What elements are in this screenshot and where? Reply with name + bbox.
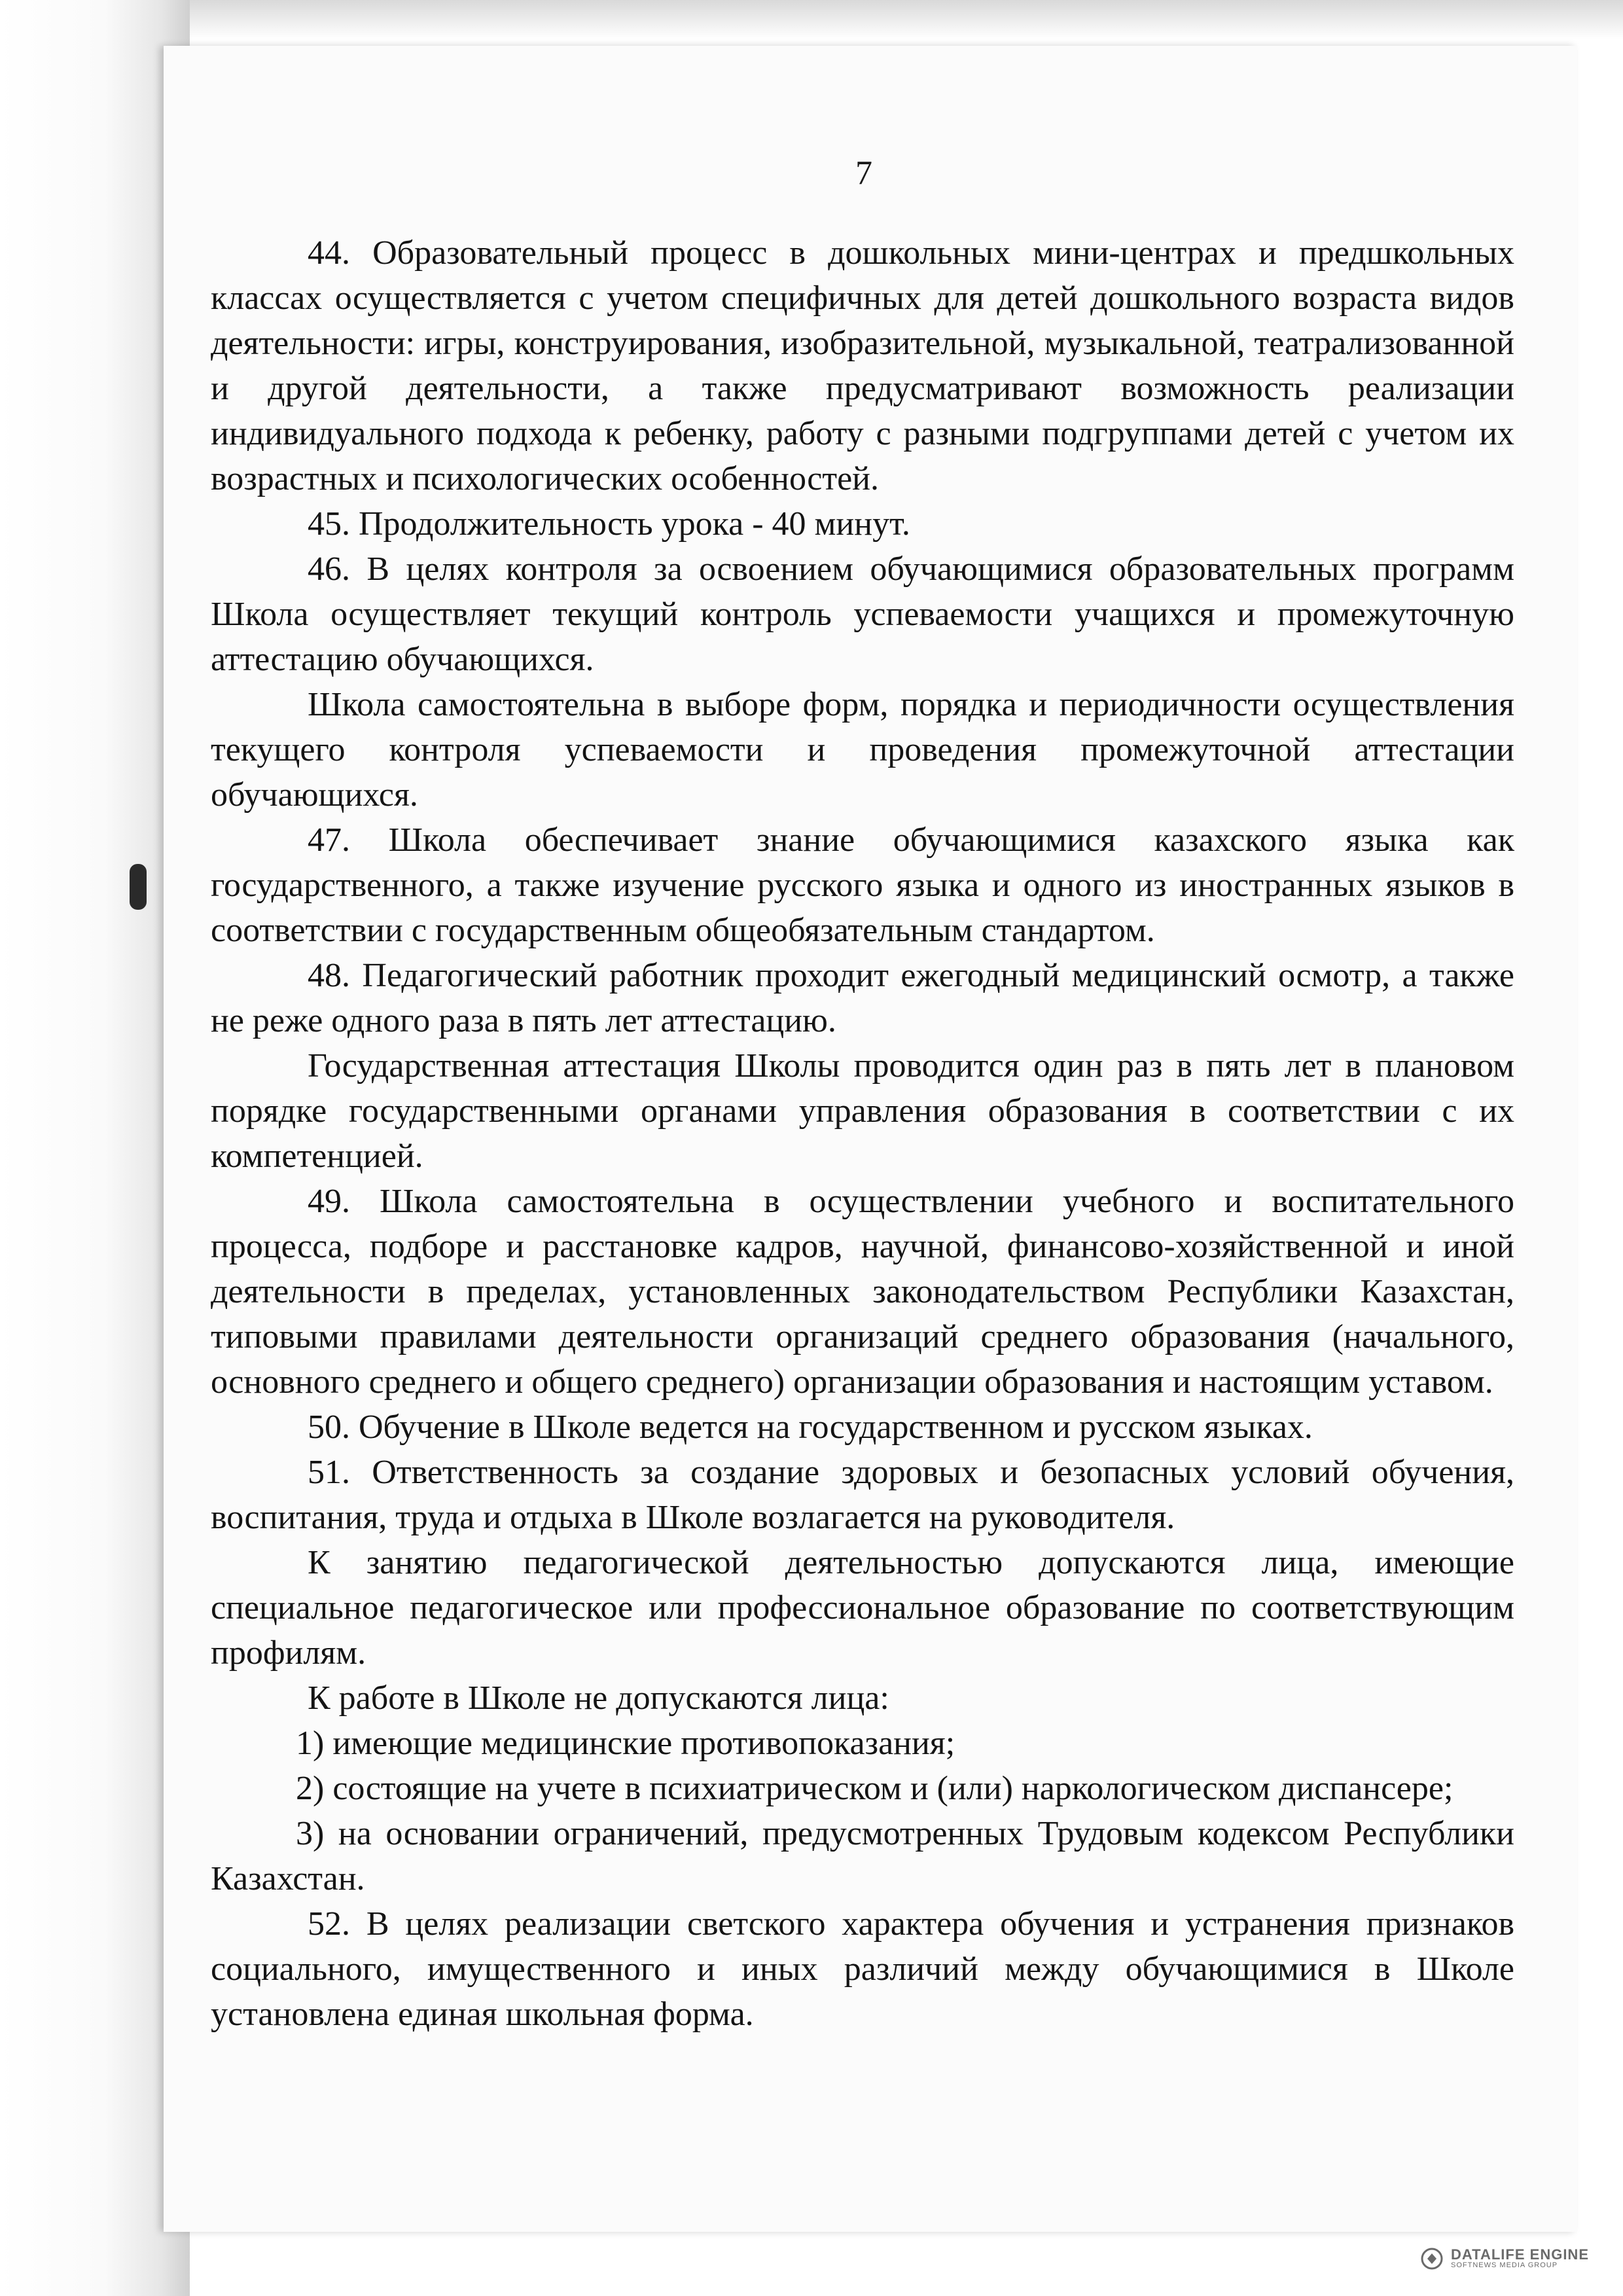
paragraph-45: 45. Продолжительность урока - 40 минут. (308, 505, 910, 543)
paragraph-51-restrictions-intro: К работе в Школе не допускаются лица: (308, 1679, 889, 1717)
watermark-subtitle: SOFTNEWS MEDIA GROUP (1451, 2261, 1558, 2270)
paragraph-46-continued: Школа самостоятельна в выборе форм, порядка и периодичности осуществления текущего контроля успеваемости и проведения промежуточной аттестации обучающихся. (211, 686, 1514, 814)
datalife-logo-icon (1421, 2248, 1443, 2270)
restriction-item-3: 3) на основании ограничений, предусмотренных Трудовым кодексом Республики Казахстан. (211, 1815, 1514, 1897)
scan-shadow-left (0, 0, 190, 2296)
datalife-engine-watermark (1421, 2247, 1589, 2270)
paragraph-46: 46. В целях контроля за освоением обучающимися образовательных программ Школа осуществляет текущий контроль успеваемости учащихся и промежуточную аттестацию обучающихся. (211, 550, 1514, 678)
paragraph-51: 51. Ответственность за создание здоровых и безопасных условий обучения, воспитания, труда и отдыха в Школе возлагается на руководителя. (211, 1454, 1514, 1536)
page-number: 7 (855, 154, 872, 192)
restriction-item-2: 2) состоящие на учете в психиатрическом и (или) наркологическом диспансере; (296, 1770, 1454, 1807)
paragraph-52: 52. В целях реализации светского характера обучения и устранения признаков социального, имущественного и иных различий между обучающимися в Школе установлена единая школьная форма. (211, 1905, 1514, 2033)
scan-shadow-top (0, 0, 1623, 39)
paragraph-44: 44. Образовательный процесс в дошкольных мини-центрах и предшкольных классах осуществляется с учетом специфичных для детей дошкольного возраста видов деятельности: игры, конструирования, изобразительной, музыкальной, театрализованной и другой деятельности, а также предусматривают возможность реализации индивидуального подхода к ребенку, работу с разными подгруппами детей с учетом их возрастных и психологических особенностей. (211, 234, 1514, 497)
paragraph-50: 50. Обучение в Школе ведется на государственном и русском языках. (308, 1408, 1313, 1446)
paragraph-51-staff-admission: К занятию педагогической деятельностью допускаются лица, имеющие специальное педагогическое или профессиональное образование по соответствующим профилям. (211, 1544, 1514, 1672)
paragraph-49: 49. Школа самостоятельна в осуществлении учебного и воспитательного процесса, подборе и расстановке кадров, научной, финансово-хозяйственной и иной деятельности в пределах, установленных законодательством Республики Казахстан, типовыми правилами деятельности организаций среднего образования (начального, основного среднего и общего среднего) организации образования и настоящим уставом. (211, 1183, 1514, 1401)
watermark-title: DATALIFE ENGINE (1451, 2246, 1589, 2263)
paragraph-48-continued: Государственная аттестация Школы проводится один раз в пять лет в плановом порядке государственными органами управления образования в соответствии с их компетенцией. (211, 1047, 1514, 1175)
binder-hole-mark (130, 864, 147, 910)
paragraph-48: 48. Педагогический работник проходит ежегодный медицинский осмотр, а также не реже одного раза в пять лет аттестацию. (211, 957, 1514, 1039)
restriction-item-1: 1) имеющие медицинские противопоказания; (296, 1725, 955, 1762)
document-body (211, 230, 1514, 2037)
paragraph-47: 47. Школа обеспечивает знание обучающимися казахского языка как государственного, а также изучение русского языка и одного из иностранных языков в соответствии с государственным общеобязательным стандартом. (211, 821, 1514, 949)
